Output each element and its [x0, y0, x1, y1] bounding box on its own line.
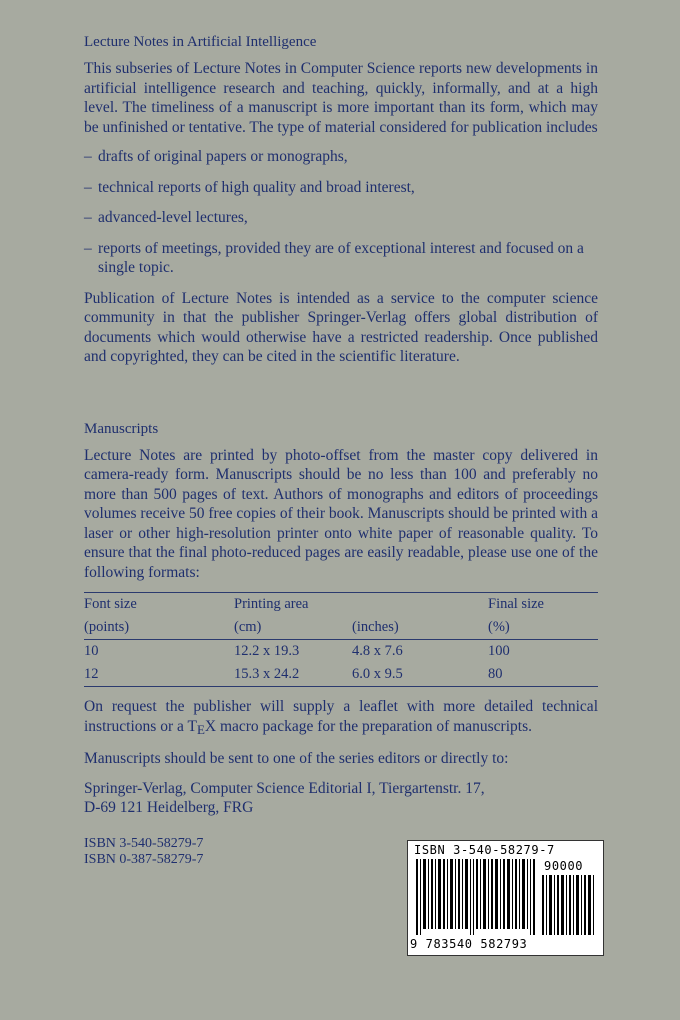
series-heading: Lecture Notes in Artificial Intelligence [84, 34, 317, 50]
col-points: (points) [84, 619, 130, 635]
manuscripts-paragraph: Lecture Notes are printed by photo-offset from the master copy delivered in camera-ready form. Manuscripts should be no less than 100 and preferably no more than 500 pages of text. Authors of monographs and editors of proceedings volumes receive 50 free copies of their book. Manuscripts should be printed with a laser or other high-resolution printer onto white paper of reasonable quality. To ensure that the final photo-reduced pages are easily readable, please use one of the following formats: [84, 446, 598, 581]
isbn-line: ISBN 0-387-58279-7 [84, 852, 204, 867]
barcode-number-text: 9 783540 582793 [410, 937, 528, 951]
list-item: – drafts of original papers or monographs, [84, 147, 598, 167]
publication-paragraph: Publication of Lecture Notes is intended as a service to the computer science community in that the publisher Springer-Verlag offers global distribution of documents which would otherwise have a restricted readership. Once published and copyrighted, they can be cited in the scientific literature. [84, 289, 598, 365]
barcode-isbn-text: ISBN 3-540-58279-7 [414, 843, 555, 857]
barcode-addon-bars-icon [542, 875, 598, 935]
address-line: Springer-Verlag, Computer Science Editorial I, Tiergartenstr. 17, [84, 779, 485, 797]
back-cover-text [84, 30, 598, 828]
list-item: – technical reports of high quality and broad interest, [84, 178, 598, 198]
barcode-bars-icon [416, 859, 538, 935]
address-line: D-69 121 Heidelberg, FRG [84, 799, 254, 816]
col-printing-area: Printing area [234, 596, 309, 612]
barcode-price-text: 90000 [544, 859, 584, 873]
leaflet-paragraph: On request the publisher will supply a leaflet with more detailed technical instructions or a $T_EX$ macro package for the preparation of manuscripts. [84, 698, 598, 737]
col-percent: (%) [488, 619, 510, 635]
list-item: – advanced-level lectures, [84, 208, 598, 228]
manuscripts-heading: Manuscripts [84, 420, 159, 437]
col-cm: (cm) [234, 616, 352, 640]
isbn-line: ISBN 3-540-58279-7 [84, 836, 204, 851]
barcode [407, 840, 604, 956]
table-row: 12 15.3 x 24.2 6.0 x 9.5 80 [84, 663, 598, 687]
col-font-size: Font size [84, 596, 137, 612]
isbn-block [84, 836, 203, 868]
send-paragraph: Manuscripts should be sent to one of the series editors or directly to: [84, 750, 509, 767]
col-final-size: Final size [488, 596, 544, 612]
table-row: 10 12.2 x 19.3 4.8 x 7.6 100 [84, 643, 510, 659]
col-inches: (inches) [352, 616, 488, 640]
material-list [84, 147, 598, 278]
list-item: – reports of meetings, provided they are of exceptional interest and focused on a single topic. [84, 239, 598, 278]
format-table [84, 592, 598, 687]
series-description: This subseries of Lecture Notes in Computer Science reports new developments in artificial intelligence research and teaching, quickly, informally, and at a high level. The timeliness of a manuscript is more important than its form, which may be unfinished or tentative. The type of material considered for publication includes [84, 60, 598, 136]
